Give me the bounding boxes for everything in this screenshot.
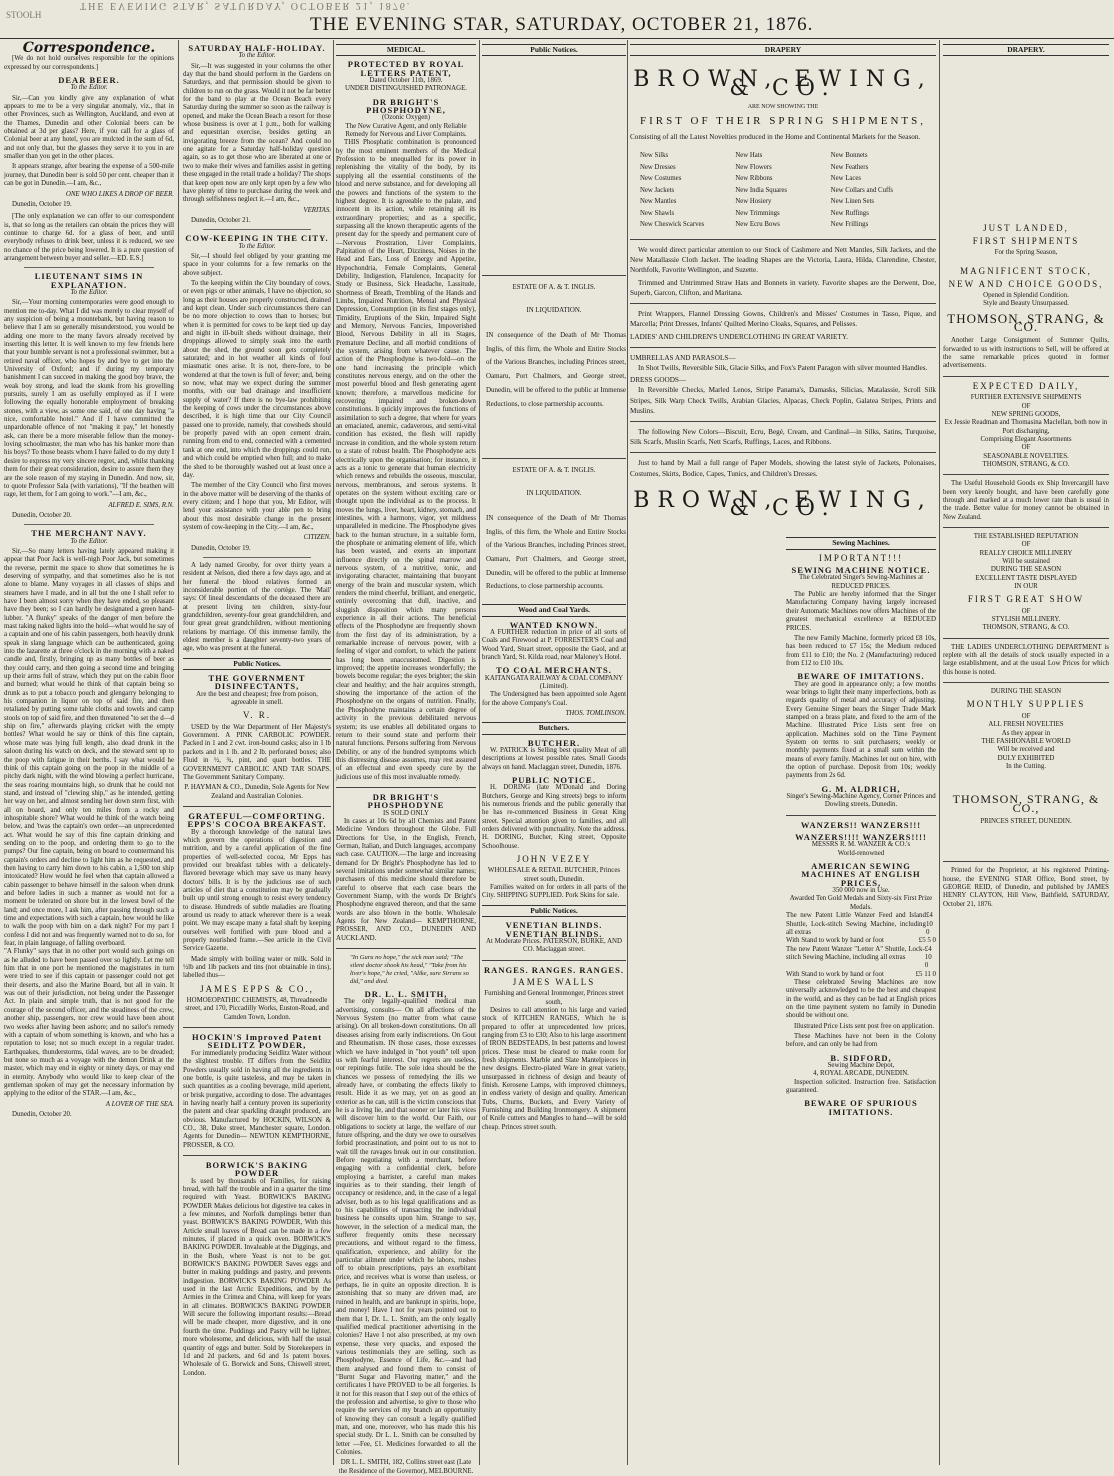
ad-title: PROTECTED BY ROYAL LETTERS PATENT, (347, 59, 465, 78)
ad-subtitle: Sewing Machine Depot, (827, 1062, 895, 1070)
letter-date: Dunedin, October 21. (191, 216, 251, 224)
list-item: New Ribbons (735, 175, 773, 183)
ad-body: The following New Colors—Biscuit, Ecru, Begé, Cream, and Cardinal—in Silks, Satins, Turquoise, Silk Scarfs, Muslin Scarfs, Nett Scarfs, Ruffings, Laces, and Ribbons. (630, 427, 936, 447)
divider (203, 229, 311, 230)
letter-paragraph: Sir,—I should feel obliged by your granting me space in your columns for a few remarks on the above subject. (183, 252, 331, 277)
ad-body: USED by the War Department of Her Majesty's Government. A PINK CARBOLIC POWDER. Packed in 1 and 2 cwt. iron-bound casks; also in 1 lb packets and in 1 lb. and 2 lb. perforated boxes; also Fluid in ½, ¾, pint, and quart bottles. THE GOVERNMENT CARBOLIC AND TAR SOAPS. The Government Sanitary Company. (183, 723, 331, 781)
ad-heading: DURING THE SEASON (990, 566, 1062, 574)
estate-notice: IN consequence of the Death of Mr Thomas Inglis, of this firm, the Whole and Entire Stocks of the Various Branches, including Princes street, Oamaru, Port Chalmers, and George street, Dunedin, will be offered to the public at Immense Reductions, to close partnership accounts. (486, 331, 626, 408)
liquidation-label: IN LIQUIDATION. (526, 489, 582, 497)
ad-body: H. DORING (late M'Donald and Doring Butchers, George and King streets) begs to inform his numerous friends and the public generally that he has re-commenced Business in Great King street. Special attention given to families, and all orders delivered with punctuality. Note the address. H. DORING, Butcher, King street, Opposite Schoolhouse. (482, 784, 626, 850)
ad-heading: FIRST GREAT SHOW (967, 594, 1085, 605)
ad-body: Families waited on for orders in all parts of the City. SHIPPING SUPPLIED. Pork Skins for sale. (482, 884, 626, 900)
ad-heading: FIRST SHIPMENTS (972, 235, 1080, 246)
list-item: New Feathers (830, 163, 869, 171)
price-value: £5 5 0 (918, 937, 936, 945)
ad-subtitle: OF (1021, 402, 1031, 410)
list-item: New Laces (830, 175, 862, 183)
column-rule (627, 40, 628, 1465)
ad-body: Is used by thousands of Families, for raising bread, with half the trouble and in a quarter the time required with Yeast. BORWICK'S BAKING POWDER Makes delicious hot digestive tea cakes in a few minutes, and Norfolk dumplings better than yeast. BORWICK'S BAKING POWDER, With this Article small loaves of Bread can be made in a few minutes, if placed in a quick oven. BORWICK'S BAKING POWDER. Invaluable at the Diggings, and in the Bush, where Yeast is not to be got. BORWICK'S BAKING POWDER Saves eggs and butter in making puddings and pastry, and prevents indigestion. BORWICK'S BAKING POWDER As used in the last Arctic Expeditions, and by the Armies in the Crimea and China, will keep for years in all climates. BORWICK'S BAKING POWDER Will secure the following important results:—Bread will be made cheaper, more digestive, and in one fourth the time. Puddings and Pastry will be lighter, more wholesome, and delicious, with half the usual quantity of eggs and butter. Sold by Storekeepers in 1d and 2d packets, and 6d and 1s patent boxes. Wholesale of G. Borwick and Sons, Chiswell street, London. (183, 1177, 331, 1377)
ad-heading: JUST LANDED, (983, 223, 1069, 234)
divider (482, 960, 626, 961)
price-item: With Stand to work by hand or foot (786, 937, 884, 945)
divider (943, 682, 1109, 683)
ad-subtitle: (Ozonic Oxygen) (381, 114, 431, 122)
ad-body: In Reversible Checks, Marled Lenos, Stripe Panama's, Damasks, Silicias, Matalassie, Scroll Silk Stripes, Silk Warp Check Twills, Arabian Glacies, Alpacas, Check Poplin, Galatea Stripes, Prints and Muslins. (630, 386, 936, 415)
ad-body: Illustrated Price Lists sent post free on application. (794, 1022, 935, 1030)
price-row (786, 912, 936, 937)
ad-title: HOCKIN'S Improved Patent SEIDLITZ POWDER, (191, 1032, 323, 1051)
divider (630, 239, 936, 240)
list-item: New Frillings (830, 221, 869, 229)
ad-body: Made simply with boiling water or milk. Sold in ½lb and 1lb packets and tins (not obtainable in tins), labelled thus— (183, 955, 331, 980)
list-item: New Costumes (640, 175, 682, 183)
column-correspondence (4, 40, 174, 1460)
divider (24, 524, 154, 525)
section-label: Wood and Coal Yards. (482, 604, 626, 616)
list-item: New Mantles (640, 198, 677, 206)
column-rule (479, 40, 480, 1465)
ad-subtitle: Comprising Elegant Assortments (980, 435, 1072, 443)
letter-date: Dunedin, October 19. (191, 544, 251, 552)
ad-heading: REALLY CHOICE MILLINERY (979, 549, 1073, 557)
ad-subtitle: Style and Beauty Unsurpassed. (983, 300, 1069, 308)
ad-address: HOMOEOPATHIC CHEMISTS, 48, Threadneedle street, and 170, Piccadilly Works, Euston-Road, and Camden Town, London. (185, 997, 329, 1021)
list-item: New Ruffings (830, 209, 869, 217)
ad-heading: SEASONABLE NOVELTIES. (983, 452, 1069, 460)
ad-heading: WANZERS!!!! WANZERS!!!! (795, 832, 927, 843)
ad-date: Dated October 11th, 1869. (369, 77, 443, 85)
divider (336, 948, 476, 949)
mirrored-masthead: THE EVENING STAR, SATURDAY, OCTOBER 21, 1876. (80, 0, 412, 11)
ad-subtitle: EXCELLENT TASTE DISPLAYED (975, 574, 1077, 582)
ad-name: JAMES WALLS (512, 976, 596, 987)
editor-note: [The only explanation we can offer to our correspondent is, that so long as the retailers can obtain the prices they will continue to charge 6d. for a glass of beer, and until everybody refuses to drink beer, unless it is reduced, we see no chance of the price being lowered. It is a pure question of arrangement between buyer and seller.—ED. E.S.] (4, 213, 174, 262)
ad-subtitle: World-renowned (837, 849, 885, 857)
ad-subtitle: Are the best and cheapest; free from poison, agreeable in smell. (196, 690, 318, 707)
letter-paragraph: The member of the City Council who first moves in the above matter will be deserving of the thanks of every citizen; and I hope that you, Mr Editor, will lend your assistance with your able pen to bring about this most desirable change in the present system of cow-keeping in the City.—I am, &c., (183, 482, 331, 531)
firm-name: BROWN, EWING, & CO. (633, 67, 933, 101)
blank-space (943, 60, 1109, 220)
imprint: Printed for the Proprietor, at his registered Printing-house, the EVENING STAR Office, Bond street, by GEORGE REID, of Dunedin, and published by JAMES HENRY CLAYTON, Hill View, Bathfield, SATURDAY, October 21, 1876. (943, 867, 1109, 908)
divider (630, 421, 936, 422)
divider (943, 638, 1109, 639)
column-medical (336, 40, 476, 1475)
divider (943, 527, 1109, 528)
letter-paragraph: Sir,—Your morning contemporaries were good enough to mention me to-day. What I did was merely to clear myself of any suspicion of being a mountebank, but having reason to believe that I am so generally misunderstood, you would be adding one more to the many favors already received by inserting this letter. It is well known to my few friends here that your humble servant is not a professional swimmer, but a retired naval officer, who hopes by and bye to get into the University of Oxford; and if during my temporary banishment I can succeed in making the good boy brave, the weak boy strong, and lead the skunk from his grovelling pursuits, surely I am as usefully employed as if I were following the equally honorable employment of breaking stones, with a view, as some one said, of one day having "a nice, comfortable hotel." And if I have committed the unpardonable offence of not "making it pay," let honestly ask, can there be a more miserable fellow than the money-loving schoolmaster, the man who has his banker more than his boys? To those beasts whom I have failed to do my duty I desire to express my very sincere regret, and, whilst thanking them for their great consideration, desire to assure them they are the sole reason of my staying in Dunedin. And now, sir, to quote Professor Sala (with variations), "If the heathen will rage, let them, for I am going to work."—I am, &c., (4, 299, 174, 499)
masthead-rule (0, 38, 1114, 39)
ad-body: The Useful Household Goods ex Ship Invercargill have been very keenly bought, and have been carefully gone through and marked at a much lower rate than is usual in the trade. Better value for money cannot be obtained in New Zealand. (943, 480, 1109, 521)
ad-heading: UMBRELLAS AND PARASOLS— (630, 353, 736, 362)
ad-heading: WANZERS!! WANZERS!!! (800, 819, 922, 830)
ad-address: PRINCES STREET, DUNEDIN. (980, 817, 1072, 825)
divider (336, 787, 476, 788)
ad-title: BORWICK'S BAKING POWDER (205, 1159, 309, 1179)
column-public-notices (482, 40, 626, 1460)
ad-body: Another Large Consignment of Summer Quilts, forwarded to us with instructions to Sell, will be offered at the same remarkable prices quoted in former advertisements. (943, 337, 1109, 370)
ad-quote: "In Guru no hope," the sick man said; "The silent doctor shook his head," "Take from his liver's hope," he cried, "Alike, sure Sirrans so did," and died. (350, 954, 469, 986)
letter-title: COW-KEEPING IN THE CITY. (185, 233, 329, 244)
ad-heading: STYLISH MILLINERY. (991, 616, 1061, 624)
ad-title: PUBLIC NOTICE. (512, 775, 596, 785)
ad-body: The new Family Machine, formerly priced £8 10s, has been reduced to £7 15s; the Medium reduced from £11 to £10; the No. 2 (Manufacturing) reduced from £12 to £10 10s. (786, 634, 936, 667)
blank-space (482, 60, 626, 270)
list-item: New Bonnets (830, 151, 868, 159)
letter-title: SATURDAY HALF-HOLIDAY. (188, 43, 326, 53)
ad-tagline: The New Curative Agent, and only Reliable Remedy for Nervous and Liver Complaints. (345, 122, 467, 139)
estate-title: ESTATE OF A. & T. INGLIS. (512, 284, 596, 292)
masthead-left: STOOLH (6, 10, 42, 20)
novelty-column (735, 150, 830, 231)
ad-subtitle: Ex Jessie Readman and Thomasina Maclellan, both now in Port discharging, (944, 419, 1108, 435)
divider (183, 806, 331, 807)
letter-date: Dunedin, October 20. (12, 511, 72, 519)
novelty-list (640, 150, 926, 231)
ad-title: FIRST OF THEIR SPRING SHIPMENTS, (640, 115, 926, 128)
ad-heading: THE ESTABLISHED REPUTATION (973, 532, 1079, 540)
ad-subtitle: In the Cutting. (1005, 762, 1046, 770)
firm-name: THOMSON, STRANG, & CO., (952, 792, 1100, 815)
ad-body: In Shot Twills, Reversible Silk, Glacie Silks, and Fox's Patent Paragon with silver mounted Handles. (638, 363, 928, 372)
list-item: New Cheswick Scarves (640, 221, 705, 229)
ad-body: W. PATRICK is Selling best quality Meat of all descriptions at lowest possible rates. Small Goods always on hand. Maclaggan street, Dunedin, 1876. (482, 746, 626, 771)
ad-body: Consisting of all the Latest Novelties produced in the Home and Continental Markets for the Season. (630, 132, 921, 141)
lower-ads (630, 533, 936, 1116)
divider (482, 275, 626, 276)
list-item: New India Squares (735, 186, 788, 194)
firm-name: THOMSON, STRANG, & CO. (982, 624, 1070, 632)
letter-to: To the Editor. (70, 537, 108, 545)
column-two (183, 40, 331, 1460)
letter-paragraph: To the keeping within the City boundary of cows, or even pigs or other animals, I have no objection, so long as their houses are properly constructed, drained and kept clean. Under such circumstances there can be no more objection to cows than to horses; but when it is permitted for cows to be kept tied up day and night in ill-built sheds without drainage, their droppings allowed to simply soak into the earth about the shed, the ground soon gets completely saturated; and in hot weather all kinds of foul miasmatic ones arise. It is not, there-fore, to be wondered at that the town is full of fever; and, being so now, what may we expect during the summer months, with our bad drainage and insufficient supply of water? If there is no bye-law prohibiting the keeping of cows under the circumstances above described, it is high time that our City Council passed one to provide, namely, that cowsheds should be properly paved with an open cement drain, running from end to end, connected with a cemented tank at one end, into which the droppings could run, and which could be emptied when full; and to make the shed to be thoroughly washed out at least once a day. (183, 279, 331, 479)
letter-date: Dunedin, October 20. (12, 1110, 72, 1118)
news-item: A lady named Grooby, for over thirty years a resident at Nelson, died there a few days ago, and at her funeral the blood relatives formed an inconsiderable portion of the cortège. The 'Mail' says: Of lineal descendants of the deceased there are at present living ten children, sixty-four grandchildren, seventy-four great grandchildren, and four great great grandchildren, without mentioning relations by marriage. Of this immense family, the eldest member is a daughter seventy-two years of age, who was present at the funeral. (183, 561, 331, 653)
list-item: New Silks (640, 151, 669, 159)
list-item: New Linen Sets (830, 198, 875, 206)
ad-title: AMERICAN SEWING MACHINES AT ENGLISH PRICES, (801, 861, 921, 888)
divider (24, 267, 154, 268)
ad-title: TO COAL MERCHANTS. (496, 665, 612, 676)
novelty-column (831, 150, 926, 231)
list-item: New Ecru Bows (735, 221, 780, 229)
ad-body: The only legally-qualified medical man advertising, consults— On all affections of the Nervous System (no matter from what cause arising). On all broken-down constitutions. On all diseases arising from early indiscretions. On Gout and Rheumatism. IN those cases, those excesses which we have indulged in "hot youth" tell upon us with fearful interest. Our regrets are useless, our repinings futile. The sole idea should be the chances we possess of remedying the ills we already have, or combating the effects likely to result. Hide it as we may, yet on as good an exterior as he can, still is the victim conscious that he is a living lie, and that sooner or later his vices will discover him to the world. Our Faith, our obligations to society at large, the welfare of our future offspring, and the duty we owe to ourselves forbid procrastination, and point out to us not to wait till the ravages break out in our constitution. Before negotiating with a merchant, before engaging with a confidential clerk, before employing a barrister, a careful man makes inquiries as to their standing, their length of occupancy or residence, and, in the case of a legal adviser, both as to his legal qualifications and as to his capabilities of transacting the individual business he consults upon him. Strange to say, however, in the selection of a medical man, the sufferer frequently omits these necessary precautions, and without regard to the fitness, qualification, experience, and ability for the particular ailment under which he labors, rushes off to obtain prescriptions, pays an exorbitant price, and receives what is worse than useless, or perhaps, lie in quite an opposite direction. It is astonishing that so many are driven mad, are ruined in health, and are bankrupt in spirits, hope, and money! Have I not for years pointed out to them that I, Dr. L. L. Smith, am the only legally qualified medical practitioner advertising in the colonies? Have I not also prescribed, at my own expense, these very quacks, and exposed the various testimonials they are selling, such as Phosphodyne, Essence of Life, &c.—and had them analysed and found them to consist of "Burnt Sugar and Flavoring matter," and the certificates I have PROVED to be all forgeries. Is it not for this reason that I step out of the ethics of the profession and advertise, to give to those who require the services of my branch an opportunity of knowing they can consult a legally qualified man, and one, moreover, who has made this his special study. Dr L. L. Smith can be consulted by letter —Fee, £1. Medicines forwarded to all the Colonies. (336, 998, 476, 1456)
price-value: £4 10 0 (924, 945, 932, 970)
ad-heading: THE FASHIONABLE WORLD (981, 737, 1071, 745)
ad-heading: MONTHLY SUPPLIES (966, 699, 1086, 710)
newspaper-title: THE EVENING STAR, SATURDAY, OCTOBER 21, 1876. (310, 14, 814, 35)
ad-subtitle: KAITANGATA RAILWAY & COAL COMPANY (Limited). (484, 674, 624, 690)
liquidation-label: IN LIQUIDATION. (526, 306, 582, 314)
list-item: New Collars and Cuffs (830, 186, 894, 194)
divider (943, 474, 1109, 475)
price-row (786, 946, 936, 971)
ad-name: JAMES EPPS & CO., (200, 983, 314, 994)
letter-to: To the Editor. (70, 288, 108, 296)
section-label: Public Notices. (183, 658, 331, 670)
ad-subtitle: The Celebrated Singer's Sewing-Machines at REDUCED PRICES. (798, 574, 924, 590)
list-item: New Trimmings (735, 209, 780, 217)
ad-body: They are good in appearance only; a few months wear brings to light their many imperfections, both as regards quality of metal and accuracy of adjusting. Every Genuine Singer bears the Singer Trade Mark stamped on a brass plate, and fixed to the arm of the Machine. Illustrated Price Lists sent free on application. Machines sold on the Time Payment System on terms to suit purchasers; weekly or monthly payments fixed at a small sum within the means of every family. Machines let out on hire, with the option of purchase. Deposit from 10s; weekly payments from 2s 6d. (786, 680, 936, 780)
ad-heading: IMPORTANT!!! (818, 552, 904, 563)
letter-paragraph: Sir,—So many letters having lately appeared making it appear that Poor Jack is well-nigh Poor Jack, but sometimes the reverse, permit me space to show that sometimes he is deserving of sympathy, and that sometimes also he is not alone to blame. Many voyages in all classes of ships and steamers have I made, and in all but the one I shall refer to have I been almost sorry when they have ended, so pleasant have they been; so I can hardly be designated a green hand-lubber. "A flunky" speaks of the danger of men before the mast taking naked lights into the hold—what would he say of a captain and one of his cabin passengers, both heavily drunk speak in slang language which can be authenticated, going into the lazarette at three o'clock in the morning with a naked candle and, firstly, bringing up as many bottles of beer as they could carry, and then going a second time and bringing up their arms full of straw, which they put on the cabin floor and burned; what would he think of that captain being so drunk as to put a tobacco pouch and glengarry belonging to his companion in liquor on top of said fire, and then retaliated by putting some table cloths and towels and camp stools on top of said fire, and then threatened "to set the d—d ship on fire," afterwards playing cricket with the empty bottles? What would he say or think of this fine captain, whose mate was lying full length, also dead drunk in the saloon during his watch on deck, and the steward sent up to the poop with fatigue in their berths. I say what would he think of this captain going on the poop in the middle of a pitchy dark night, with the wind blowing a perfect hurricane, the seas roaring mountains high, so drunk that he could not stand, and instead of "clewing ship," as he intended, getting her way on her, and almost sending her down stern first, with all on board, and only ten miles from a rocky and inhospitable shore? What would he think of the watch being below, and 'twas the captain's own order—an unprecedented act. What would he say of this fine captain drinking and sending on to the poop, and ordering them to go to the pumps? Our fine captain, being on board to countermand his captain's orders and decline to light him as he requested, and then having to carry him down to his cabin, a 1,500 ton ship intoxicated? How would he feel when that captain allowed a cabin passenger to behave himself in the saloon when drunk and before ladies in such a manner as would not for a moment be tolerated on shore but in the lowest bowl of the land; and once more, I ask him, after passing through such a time and expectations with such a captain, how would he like to walk the poop with him on a dark night? For my part I confess I did not and was frequently warned not to do so, for fear, in plain language, of falling overboard. "A Flunky" says that in no other port would such goings on as he alluded to have been passed over so lightly. Let me tell him that in one port he mentioned the magistrates in turn were tried to see if this captain or passenger could not get their deserts, and also the Marine Board, but all in vain. It was out of their jurisdiction, not being under the Passenger Act. In plain and simple truth, that is not good for the courage of the second officer, and the steadiness of the crew, another ship, passengers, nor crew would have been about two weeks after having been ashore; and no sailor's remedy with a captain of whom something is known, and who has a reputation to lose; not so much except in a regular trader. Earthquakes, thunderstorms, tidal waves, are to be dreaded; but none so much as a voyage with the demon Drink at the master, which may end in eighty or ninety days, or may end in eternity. Anybody who would like to keep clear of the gentleman spoken of may get the necessary information by applying to the editor of the STAR.—I am, &c., (4, 547, 174, 1098)
ad-title: GRATEFUL—COMFORTING. EPPS'S COCOA BREAKFAST. (187, 810, 327, 830)
ad-title: WANTED KNOWN. (509, 619, 599, 630)
letter-title: LIEUTENANT SIMS IN EXPLANATION. (34, 271, 144, 290)
ad-subtitle: OF (1021, 607, 1031, 615)
section-label: Public Notices. (482, 44, 626, 56)
letter-to: To the Editor. (238, 52, 276, 60)
ad-title: VENETIAN BLINDS. VENETIAN BLINDS. (505, 920, 603, 939)
ad-address: Singer's Sewing-Machine Agency, Corner Princes and Dowling streets, Dunedin. (786, 793, 936, 809)
ad-patronage: UNDER DISTINGUISHED PATRONAGE. (344, 85, 468, 93)
ad-subtitle: As they appear in (1001, 729, 1051, 737)
ad-body: The Undersigned has been appointed sole Agent for the above Company's Coal. (482, 691, 626, 707)
ad-subtitle: WHOLESALE & RETAIL BUTCHER, Princes street south, Dunedin. (487, 867, 621, 883)
estate-notice: IN consequence of the Death of Mr Thomas Inglis, of this firm, the Whole and Entire Stocks of the Various Branches, including Princes street, Oamaru, Port Chalmers, and George street, Dunedin, will be offered to the public at Immense Reductions, to close partnership accounts. (486, 513, 626, 591)
ad-title: THE GOVERNMENT DISINFECTANTS, (208, 673, 306, 692)
firm-name: THOMSON, STRANG, & CO. (947, 310, 1105, 335)
price-row (786, 971, 936, 979)
list-item: New Hosiery (735, 198, 772, 206)
ad-heading: DRESS GOODS— (630, 376, 687, 385)
ad-subtitle: IN OUR (1014, 583, 1038, 591)
disclaimer: [We do not hold ourselves responsible for the opinions expressed by our correspondents.] (4, 55, 174, 71)
list-item: New Jackets (640, 186, 675, 194)
ad-name: JOHN VEZEY (516, 854, 592, 865)
divider (203, 557, 311, 558)
divider (630, 347, 936, 348)
ad-subtitle: Opened in Splendid Condition. (983, 292, 1069, 300)
letter-signature: ONE WHO LIKES A DROP OF BEER. (65, 190, 174, 198)
ad-heading: BEWARE OF SPURIOUS IMITATIONS. (804, 1098, 918, 1117)
price-item: With Stand to work by hand or foot (786, 970, 884, 978)
letter-to: To the Editor. (238, 242, 276, 250)
ad-body: For immediately producing Seidlitz Water without the slightest trouble. IT differs from the Seidlitz Powders usually sold in having all the ingredients in one bottle, is quite tasteless, and may be taken in such quantities as a cooling beverage, mild aperient, or brisk purgative, according to dose. The advantages in having nearly half a century proven its superiority the patent and clear sparkling draught produced, are obvious. Manufactured by HOCKIN, WILSON & CO., 38, Duke street, Manchester square, London. Agents for Dunedin— NEWTON KEMPTHORNE, PROSSER, & CO. (183, 1049, 331, 1149)
ad-heading: DULY EXHIBITED (997, 754, 1055, 762)
ad-subtitle: IS SOLD ONLY (382, 809, 429, 817)
ad-signature: THOS. TOMLINSON. (565, 709, 626, 717)
section-label: DRAPERY (630, 44, 936, 56)
ad-body: A FURTHER reduction in price of all sorts of Coals and Firewood at P. FORRESTER'S Coal and Wood Yard, Stuart street, opposite the Gaol, and at branch Yard, St. Kilda road, near Maloney's Hotel. (482, 628, 626, 661)
ad-heading: NEW AND CHOICE GOODS, (948, 278, 1104, 289)
section-label: Butchers. (482, 722, 626, 734)
column-rule (333, 40, 334, 1465)
list-item: New Flowers (735, 163, 772, 171)
ad-body: THIS Phosphatic combination is pronounced by the most eminent members of the Medical Profession to be unequalled for its power in replenishing the vitality of the body, by its supplying all the essential constituents of the blood and nerve substance, and for developing all the powers and functions of the system to the highest degree. It is agreeable to the palate, and innocent in its action, while retaining all its extraordinary properties; and as a specific, surpassing all the known therapeutic agents of the present day for the speedy and permanent cure of—Nervous Prostration, Liver Complaints, Palpitation of the Heart, Dizziness, Noises in the Head and Ears, Loss of Energy and Appetite, Hypochondria, Female Complaints, General Debility, Indigestion, Flatulence, Incapacity for Study or Business, Sick Headache, Lassitude, Shortness of Breath, Trembling of the Hands and Limbs, Impaired Nutrition, Mental and Physical Depression, Consumption (in its first stages only), Timidity, Eruptions of the Skin, Impaired Sight and Memory, Nervous Fancies, Impoverished Blood, Nervous Debility in all its Stages, Premature Decline, and all morbid conditions of the system, arising from whatever cause. The action of the Phosphodyne is two-fold—on the one hand increasing the principle which constitutes nervous energy, and on the other the most powerful blood and flesh generating agent known; therefore, a marvellous medicine for recovering impaired and broken-down constitutions. It quickly improves the functions of assimilation to such a degree, that where for years an emaciated, anemic, cadaverous, and semi-vital condition has existed, the flesh will rapidly increase in condition, and the whole system return to a state of robust health. The Phosphodyne acts electrically upon the organisation; for instance, it acts as a tonic to generate that human electricity which renews and rebuilds the osseous, muscular, nervous, membranous, and serous systems. It operates on the system without exciting care or thought upon the individual as to the process. It moves the lungs, liver, heart, kidney, stomach, and intestines, with a harmony, vigor, yet mildness unparalleled in medicine. The Phosphodyne gives back to the human structure, in a suitable form, the phosphate or animating element of life, which has been wasted, and exerts an important influence directly on the spinal marrow and nervous system, of a nutritive, tonic, and invigorating character, maintaining that buoyant energy of the brain and muscular system, which renders the mind cheerful, brilliant, and energetic, entirely overcoming that dull, inactive, and sluggish disposition which many persons experience in all their actions. The beneficial effects of the Phosphodyne are frequently shown from the first day of its administration, by a remarkable increase of nervous power, with a feeling of vigor and comfort, to which the patient has long been unaccustomed. Digestion is improved; the appetite increases wonderfully; the bowels become regular; the eyes brighter; the skin clear and healthy; and the hair acquires strength, showing the importance of the action of the Phosphodyne on the organs of nutrition. Finally, the Phosphodyne maintains a certain degree of activity in the previous debilitated nervous system; its use enables all debilitated organs to return to their sound state and perform their natural functions. Persons suffering from Nervous Debility, or any of the hundred symptoms which this distressing disease assumes, may rest assured of an effectual and even speedy cure by the judicious use of this most invaluable remedy. (336, 139, 476, 781)
ad-title: SEWING MACHINE NOTICE. (791, 565, 931, 576)
letter-to: To the Editor. (70, 84, 108, 92)
section-label: Public Notices. (482, 905, 626, 917)
column-drapery (630, 40, 936, 1460)
ad-title: RANGES. RANGES. RANGES. (484, 964, 624, 975)
letter-title: THE MERCHANT NAVY. (31, 528, 147, 539)
ad-subtitle: Will be sustained (1002, 558, 1050, 565)
ad-subtitle: Will be received and (997, 746, 1055, 754)
ad-subtitle: Awarded Ten Gold Medals and Sixty-six First Prize Medals. (789, 895, 933, 911)
ad-name: MESSRS R. M. WANZER & CO.'s (811, 841, 911, 849)
section-label: MEDICAL. (336, 44, 476, 56)
ad-body: Inspection solicited. Instruction free. Satisfaction guaranteed. (786, 1078, 936, 1095)
column-rule (939, 40, 940, 1465)
ad-body: The Public are hereby informed that the Singer Manufacturing Company having largely increased their Automatic Machines now offers Machines of the greatest mechanical excellence at REDUCED PRICES. (786, 591, 936, 632)
column-rule (178, 40, 179, 1465)
divider (630, 303, 936, 304)
ad-heading: DURING THE SEASON (990, 688, 1062, 696)
blank-space (943, 826, 1109, 856)
letter-signature: CITIZEN. (303, 534, 331, 542)
section-label: DRAPERY. (943, 44, 1109, 56)
ad-subtitle: OF (1021, 444, 1031, 452)
ad-subtitle: 350 000 now in Use. (832, 887, 890, 895)
divider (786, 815, 936, 816)
ad-subtitle: OF (1021, 712, 1031, 720)
ad-body: Print Wrappers, Flannel Dressing Gowns, Children's and Misses' Costumes in Tasso, Pique, and Marcella; Print Dresses, Infants' Quilted Merino Cloaks, Squares, and Pelisses. (630, 310, 936, 329)
price-row (786, 937, 936, 945)
letter-title: DEAR BEER. (58, 75, 120, 86)
masthead (0, 0, 1114, 40)
ad-subtitle: ARE NOW SHOWING THE (747, 104, 819, 111)
price-table (786, 912, 936, 979)
ad-subtitle: Furnishing and General Ironmonger, Princes street south, (484, 990, 624, 1006)
ad-body: Just to hand by Mail a full range of Paper Models, showing the latest style of Jackets, Polonaises, Costumes, Skirts, Bodice, Capes, Tunics, and Children's Dresses. (630, 459, 936, 478)
firm-name: BROWN, EWING, & CO. (633, 487, 933, 522)
lower-left-blank (630, 533, 780, 1116)
ad-body: THE LADIES UNDERCLOTHING DEPARTMENT is replete with all the details of stock usually expected in a large establishment, and at the usual Low Prices for which this house is noted. (943, 643, 1109, 676)
ad-name: DR BRIGHT'S PHOSPHODYNE, (366, 96, 446, 116)
ad-body: At Moderate Prices. PATERSON, BURKE, AND CO. Maclaggan street. (485, 937, 623, 954)
ad-heading: BEWARE OF IMITATIONS. (797, 671, 925, 682)
divider (183, 1155, 331, 1156)
ad-subtitle: For the Spring Season, (994, 249, 1058, 257)
column-thomson-strang (943, 40, 1109, 1460)
ad-heading: FURTHER EXTENSIVE SHIPMENTS (970, 394, 1082, 402)
price-value: £4 10 0 (925, 912, 933, 936)
ad-heading: ALL FRESH NOVELTIES (988, 721, 1064, 729)
price-value: £5 11 0 (915, 970, 936, 978)
section-label: Sewing Machines. (786, 537, 936, 549)
list-item: New Dresses (640, 163, 676, 171)
list-item: New Hats (735, 151, 763, 159)
letter-paragraph: Sir,—Can you kindly give any explanation of what appears to me to be a very singular anomaly, viz., that in other Provinces, such as Wellington, Auckland, and even at the Thames, Dunedin and other Colonial beers can be obtained at 3d per glass? Here, if you call for a glass of Colonial beer at any hotel, you are mulcted in the sum of 6d, and not only that, but the glasses they serve it to you in are smaller than you get in the other places. (4, 94, 174, 161)
ad-agents: P. HAYMAN & CO., Dunedin, Sole Agents for New Zealand and Australian Colonies. (184, 784, 330, 800)
blank-space (482, 411, 626, 453)
ad-heading: EXPECTED DAILY, (972, 380, 1080, 391)
letter-paragraph: Sir,—It was suggested in your columns the other day that the band should perform in the Gardens on Saturdays, and that permission should be given to children to run on the grass. Would it not be far better for the band to play at the Ocean Beach every Saturday during the summer so soon as the railway is opened, and make the Ocean Beach a resort for those whose business is over at 1 p.m., both for walking and equestrian exercise, besides getting an invigorating breeze from the ocean? And could no one agitate for a Saturday half-holiday question again, so as to get those who are liberated at one or two to make their wives and families assist in getting these engaged in the retail trade a holiday? The shops that keep open now are only kept open by a few who have plenty of time to purchase during the week and through selfishness neglect it.—I am, &c., (183, 62, 331, 204)
ad-name: B. SIDFORD, (830, 1052, 892, 1063)
ad-body: We would direct particular attention to our Stock of Cashmere and Nett Mantles, Silk Jackets, and the New Matallassie Cloth Jacket. The leading Shapes are the Victoria, Laura, Hilda, Clarendine, Chester, Northfolk, Favorite Wellington, and Suzette. (630, 246, 936, 275)
ad-title: BUTCHER. (527, 737, 581, 748)
letter-date: Dunedin, October 19. (12, 200, 72, 208)
ad-name: DR BRIGHT'S PHOSPHODYNE (367, 791, 445, 811)
divider (183, 1027, 331, 1028)
section-heading: Correspondence. (22, 40, 156, 56)
ad-heading: LADIES' AND CHILDREN'S UNDERCLOTHING IN GREAT VARIETY. (630, 332, 848, 341)
ad-address: DR L. L. SMITH, 182, Collins street east (Late the Residence of the Governor), MELBOURNE. (338, 1459, 474, 1475)
letter-paragraph: It appears strange, after bearing the expense of a 500-mile journey, that Dunedin beer is sold 50 per cent. cheaper than it can be got in Dunedin.—I am, &c., (4, 163, 174, 188)
ad-name: DR. L. L. SMITH, (364, 989, 448, 1000)
ad-body: In cases at 10s 6d by all Chemists and Patent Medicine Vendors throughout the Globe. Full Directions for Use, in the English, French, German, Italian, and Dutch languages, accompany each case. CAUTION.—The large and increasing demand for Dr Bright's Phosphodyne has led to several imitations under somewhat similar names; purchasers of this medicine should therefore be careful to observe that each case bears the Government Stamp, with the words Dr Bright's Phosphodyne engraved thereon, and that the same words are also blown in the bottle. Wholesale Agents for New Zealand— KEMPTHORNE, PROSSER, AND CO., DUNEDIN AND AUCKLAND. (336, 817, 476, 942)
divider (482, 458, 626, 459)
ad-address: 4, ROYAL ARCADE, DUNEDIN. (813, 1070, 909, 1078)
ad-body: These celebrated Sewing Machines are now universally acknowledged to be the best and cheapest in the world, and as they can be had at English prices on the time payment system no family in Dunedin should be without one. (786, 978, 936, 1020)
ad-subtitle: OF (1021, 541, 1031, 549)
ad-body: Desires to call attention to his large and varied stock of KITCHEN RANGES, Which he is prepared to offer at unprecedented low prices, ranging from £3 to £30; Also to his large assortment of IRON BEDSTEADS, In best patterns and lowest prices. These must be cleared to make room for fresh shipments. Marble and Slate Mantelpieces in new designs. Electro-plated Ware in great variety, unsurpassed in richness of design and beauty of finish. Kerosene Lamps, with improved chimneys, in endless variety of design and quality. American Tubs, Churns, Buckets, and Every Variety of Furnishing and Building Ironmongery. A shipment of Knife cutters and Mangles to hand—will be sold cheap. Princes street south. (482, 1006, 626, 1131)
letter-signature: A LOVER OF THE SEA. (105, 1100, 174, 1108)
divider (943, 861, 1109, 862)
list-item: New Shawls (640, 209, 675, 217)
ad-body: Trimmed and Untrimmed Straw Hats and Bonnets in variety. Favorite shapes are the Derwent, Doe, Superb, Garcon, Clifton, and Maritana. (630, 278, 936, 297)
letter-signature: ALFRED E. SIMS, R.N. (108, 501, 174, 509)
ad-heading: NEW SPRING GOODS, (991, 410, 1061, 418)
divider (630, 452, 936, 453)
letter-signature: VERITAS. (303, 206, 331, 214)
price-item: The new Patent Little Wanzer Feed and Island Shuttle, Lock-stitch Sewing Machine, including all extras (786, 912, 926, 936)
ad-name: G. M. ALDRICH, (821, 783, 901, 794)
ad-heading: MAGNIFICENT STOCK, (960, 266, 1092, 277)
ad-body: By a thorough knowledge of the natural laws which govern the operations of digestion and nutrition, and by a careful application of the fine properties of well-selected cocoa, Mr Epps has provided our breakfast tables with a delicately-flavored beverage which may save us many heavy doctors' bills. It is by the judicious use of such articles of diet that a constitution may be gradually built up until strong enough to resist every tendency to disease. Hundreds of subtle maladies are floating around us ready to attack wherever there is a weak point. We may escape many a fatal shaft by keeping ourselves well fortified with pure blood and a properly nourished frame.—See article in the Civil Service Gazette. (183, 828, 331, 953)
firm-name: THOMSON, STRANG, & CO. (982, 460, 1070, 468)
ad-body: These Machines have not been in the Colony before, and can only be had from (786, 1032, 936, 1049)
divider (943, 376, 1109, 377)
estate-title: ESTATE OF A. & T. INGLIS. (512, 467, 596, 475)
royal-cipher: V. R. (242, 710, 272, 721)
price-item: The new Patent Wanzer "Letter A" Shuttle, Lock-stitch Sewing Machine, including all extras (786, 945, 925, 961)
sewing-machines-ad (786, 533, 936, 1116)
novelty-column (640, 150, 735, 231)
